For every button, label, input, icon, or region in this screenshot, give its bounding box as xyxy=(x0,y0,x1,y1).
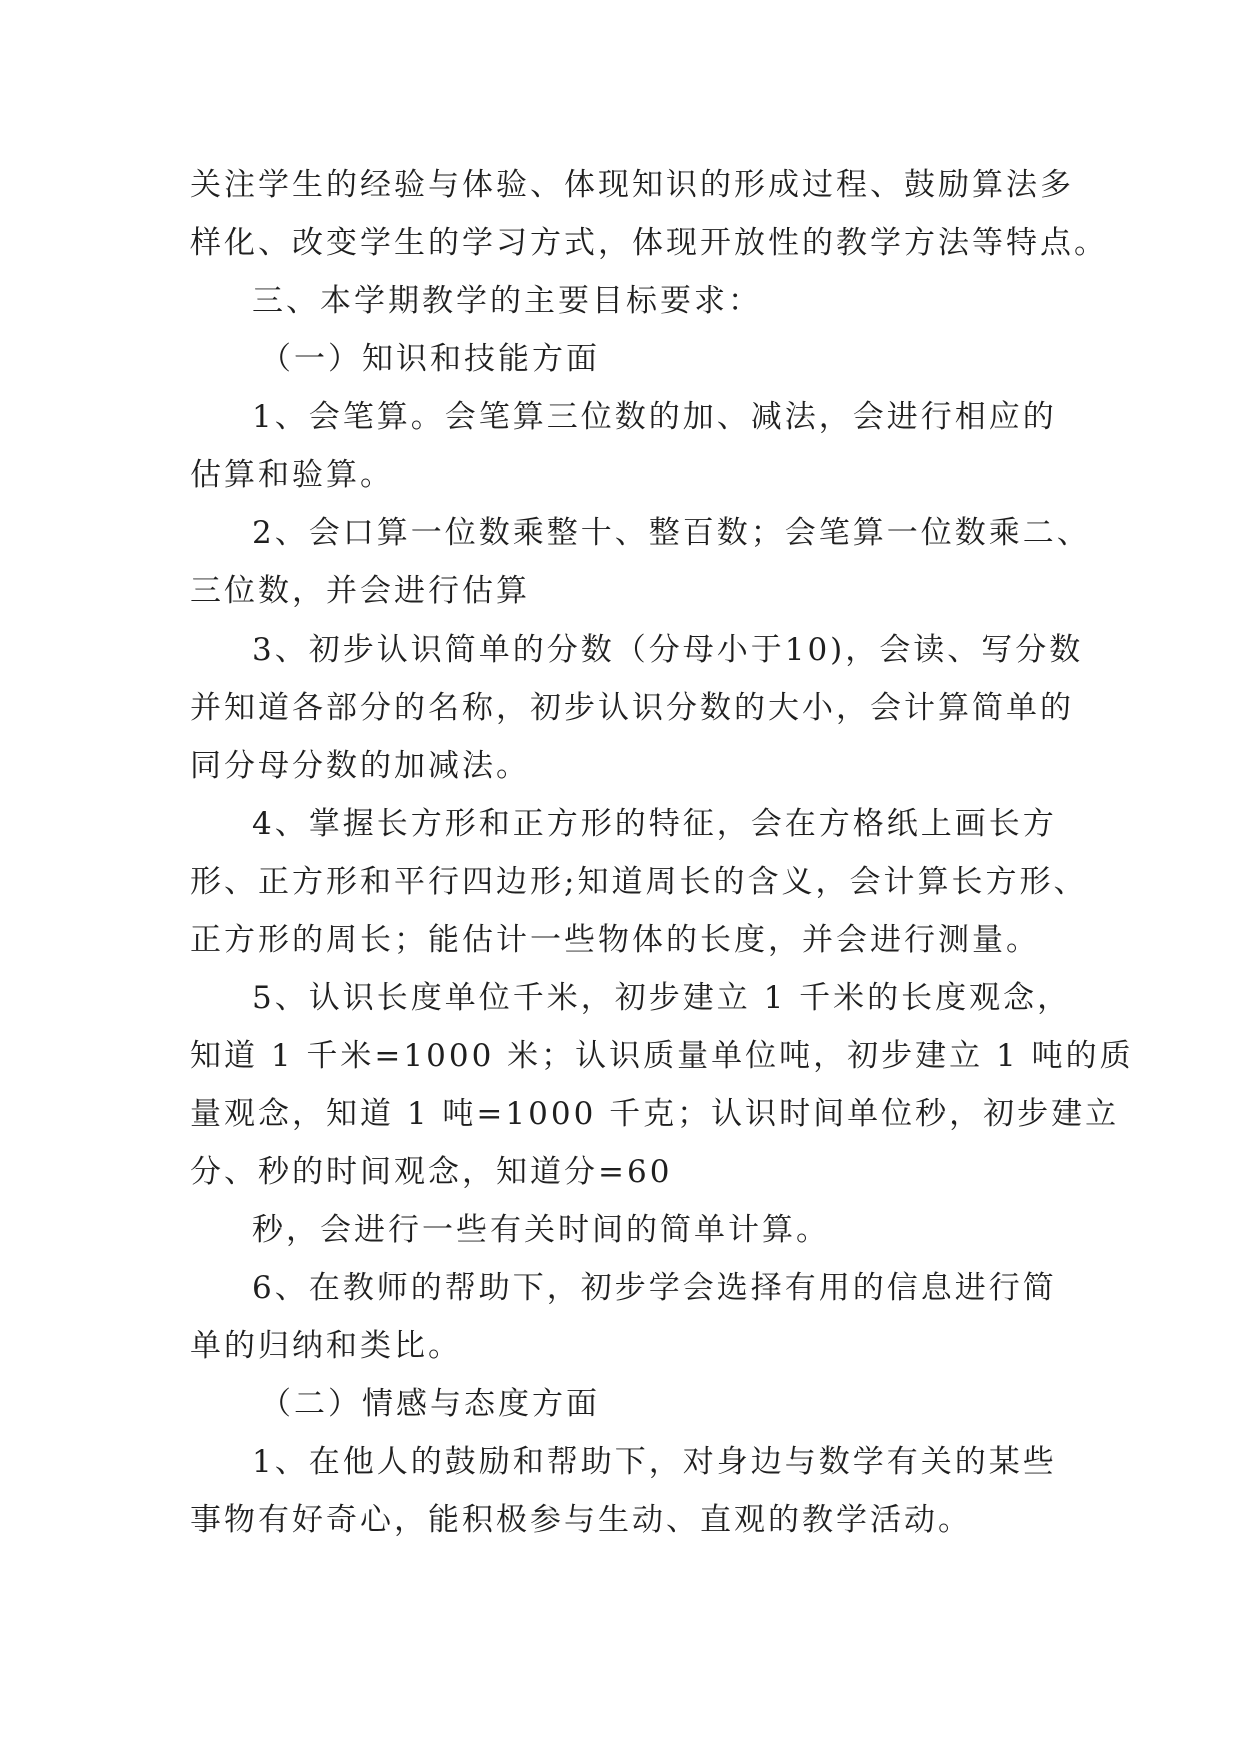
text-line: 样化、改变学生的学习方式，体现开放性的教学方法等特点。 xyxy=(190,225,1108,261)
text-line: 事物有好奇心，能积极参与生动、直观的教学活动。 xyxy=(190,1502,972,1538)
text-line: 1、会笔算。会笔算三位数的加、减法，会进行相应的 xyxy=(252,399,1057,435)
text-line: 1、在他人的鼓励和帮助下，对身边与数学有关的某些 xyxy=(252,1444,1057,1480)
text-line: 单的归纳和类比。 xyxy=(190,1328,462,1364)
text-line: 关注学生的经验与体验、体现知识的形成过程、鼓励算法多 xyxy=(190,167,1074,203)
text-line: 5、认识长度单位千米，初步建立 1 千米的长度观念， xyxy=(252,980,1072,1016)
text-line: 量观念，知道 1 吨=1000 千克；认识时间单位秒，初步建立 xyxy=(190,1096,1120,1132)
text-line: 3、初步认识简单的分数（分母小于10)，会读、写分数 xyxy=(252,632,1084,668)
text-line: 6、在教师的帮助下，初步学会选择有用的信息进行简 xyxy=(252,1270,1057,1306)
text-line: 形、正方形和平行四边形;知道周长的含义，会计算长方形、 xyxy=(190,864,1088,900)
subsection-heading: （一）知识和技能方面 xyxy=(260,341,600,377)
text-line: 同分母分数的加减法。 xyxy=(190,748,530,784)
text-line: 4、掌握长方形和正方形的特征，会在方格纸上画长方 xyxy=(252,806,1057,842)
text-line: 三位数，并会进行估算 xyxy=(190,573,530,609)
text-line: 分、秒的时间观念，知道分=60 xyxy=(190,1154,673,1190)
text-line: 估算和验算。 xyxy=(190,457,394,493)
text-line: 2、会口算一位数乘整十、整百数；会笔算一位数乘二、 xyxy=(252,515,1091,551)
text-line: 正方形的周长；能估计一些物体的长度，并会进行测量。 xyxy=(190,922,1040,958)
section-heading: 三、本学期教学的主要目标要求： xyxy=(252,283,762,319)
subsection-heading: （二）情感与态度方面 xyxy=(260,1386,600,1422)
text-line: 知道 1 千米=1000 米；认识质量单位吨，初步建立 1 吨的质 xyxy=(190,1038,1134,1074)
text-line: 并知道各部分的名称，初步认识分数的大小，会计算简单的 xyxy=(190,690,1074,726)
text-line: 秒，会进行一些有关时间的简单计算。 xyxy=(252,1212,830,1248)
